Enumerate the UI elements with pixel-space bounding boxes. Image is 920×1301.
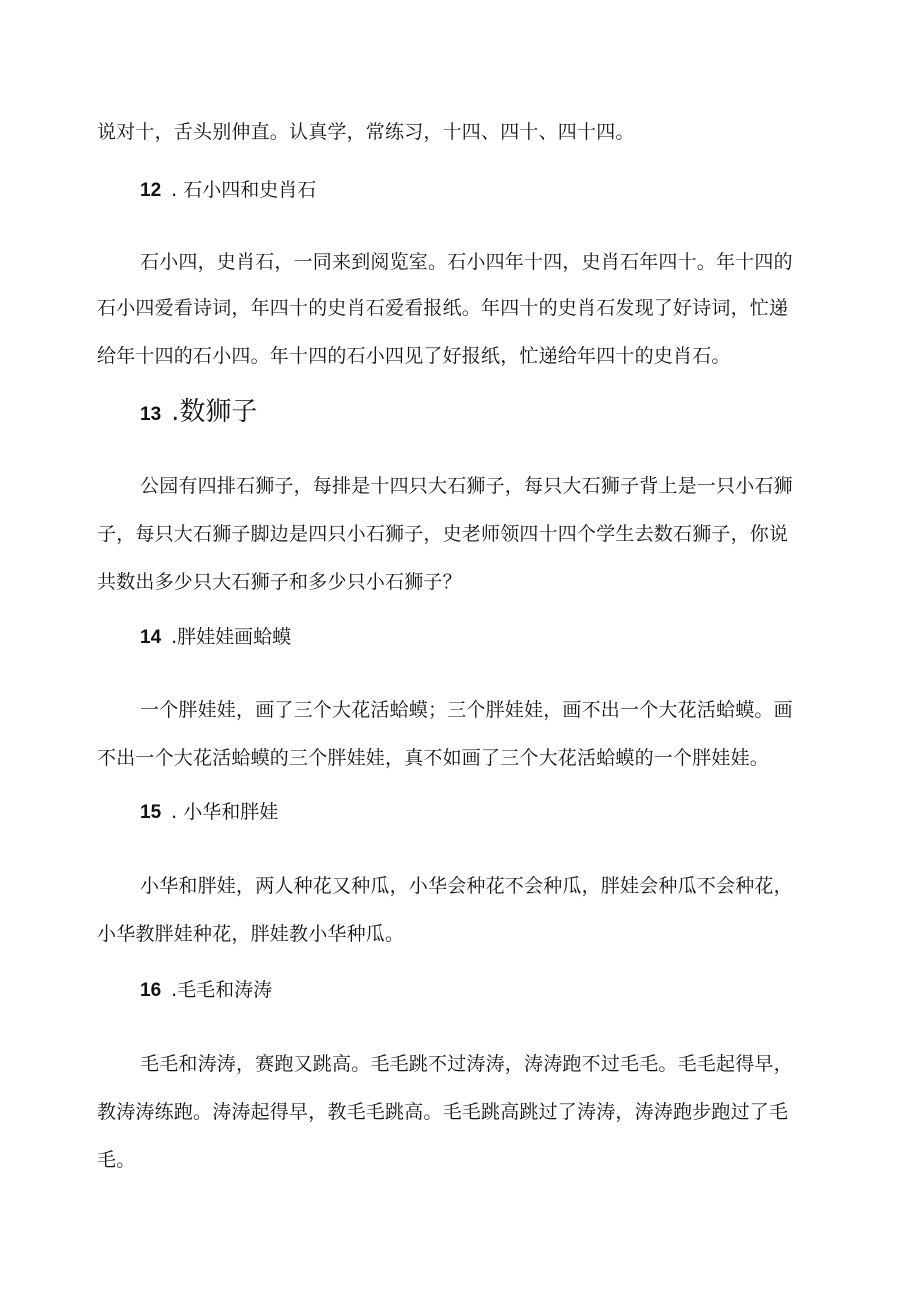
paragraph-line: 共数出多少只大石狮子和多少只小石狮子？ [97,571,462,593]
section-heading [140,623,291,652]
section-title: .数狮子 [171,397,258,427]
section-heading [140,176,316,205]
paragraph-line: 公园有四排石狮子，每排是十四只大石狮子，每只大石狮子背上是一只小石狮 [140,475,793,497]
paragraph-line: 小华教胖娃种花，胖娃教小华种瓜。 [97,923,405,945]
section-heading [140,976,272,1005]
section-title: .毛毛和涛涛 [171,979,273,1001]
paragraph-line: 毛。 [97,1149,136,1171]
section-heading [140,798,278,827]
section-title: . 小华和胖娃 [171,801,279,823]
paragraph-line: 说对十，舌头别伸直。认真学，常练习，十四、四十、四十四。 [97,121,635,143]
paragraph-line: 石小四爱看诗词，年四十的史肖石爱看报纸。年四十的史肖石发现了好诗词，忙递 [97,297,789,319]
section-number: 16 [140,980,162,1001]
paragraph-line: 教涛涛练跑。涛涛起得早，教毛毛跳高。毛毛跳高跳过了涛涛，涛涛跑步跑过了毛 [97,1101,789,1123]
paragraph-line: 不出一个大花活蛤蟆的三个胖娃娃，真不如画了三个大花活蛤蟆的一个胖娃娃。 [97,747,770,769]
section-title: . 石小四和史肖石 [171,179,317,201]
section-title: .胖娃娃画蛤蟆 [171,626,292,648]
paragraph-line: 子，每只大石狮子脚边是四只小石狮子，史老师领四十四个学生去数石狮子，你说 [97,523,789,545]
section-number: 12 [140,180,162,201]
paragraph-line: 小华和胖娃，两人种花又种瓜，小华会种花不会种瓜，胖娃会种瓜不会种花， [140,875,793,897]
section-number: 14 [140,627,162,648]
section-number: 15 [140,802,162,823]
paragraph-line: 一个胖娃娃，画了三个大花活蛤蟆；三个胖娃娃，画不出一个大花活蛤蟆。画 [140,699,793,721]
section-heading [140,398,257,429]
paragraph-line: 给年十四的石小四。年十四的石小四见了好报纸，忙递给年四十的史肖石。 [97,345,731,367]
paragraph-line: 石小四，史肖石，一同来到阅览室。石小四年十四，史肖石年四十。年十四的 [140,251,793,273]
section-number: 13 [140,404,162,425]
paragraph-line: 毛毛和涛涛，赛跑又跳高。毛毛跳不过涛涛，涛涛跑不过毛毛。毛毛起得早， [140,1053,793,1075]
